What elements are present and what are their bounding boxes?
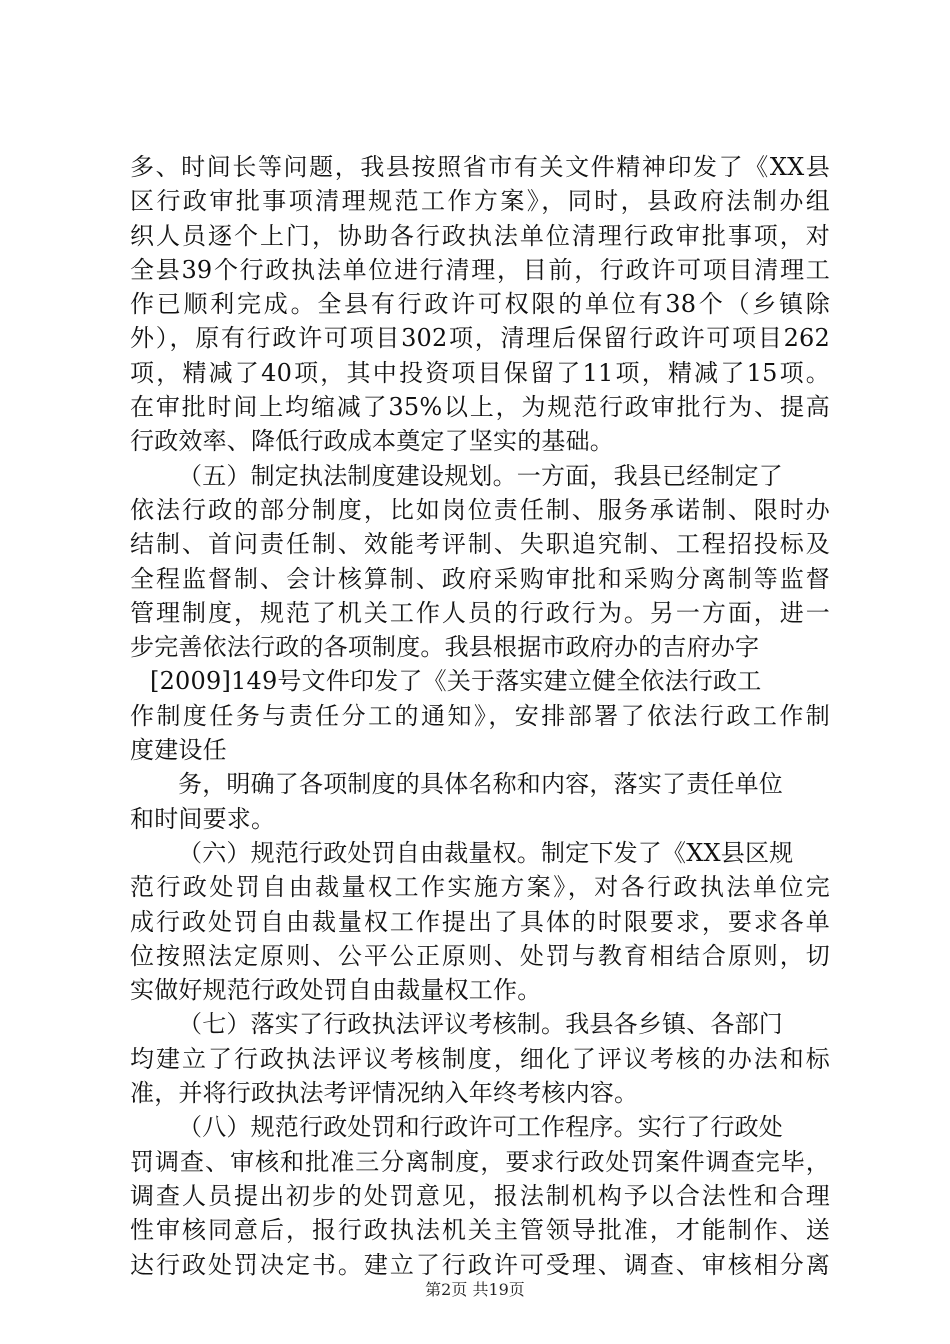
text-line: [2009]149号文件印发了《关于落实建立健全依法行政工 xyxy=(150,667,762,696)
document-body xyxy=(130,150,830,1282)
text-line: 区行政审批事项清理规范工作方案》，同时，县政府法制办组 xyxy=(130,187,830,216)
text-line: 依法行政的部分制度，比如岗位责任制、服务承诺制、限时办 xyxy=(130,495,830,524)
text-line: 多、时间长等问题，我县按照省市有关文件精神印发了《XX县 xyxy=(130,153,830,181)
text-line: （五）制定执法制度建设规划。一方面，我县已经制定了 xyxy=(178,461,783,490)
text-line: 全程监督制、会计核算制、政府采购审批和采购分离制等监督 xyxy=(130,564,830,593)
text-line: 性审核同意后，报行政执法机关主管领导批准，才能制作、送 xyxy=(130,1216,830,1245)
text-line: 和时间要求。 xyxy=(130,804,276,833)
text-line: 度建设任 xyxy=(130,736,227,765)
text-line: 织人员逐个上门，协助各行政执法单位清理行政审批事项，对 xyxy=(130,221,830,250)
text-line: 实做好规范行政处罚自由裁量权工作。 xyxy=(130,976,542,1005)
text-line: （七）落实了行政执法评议考核制。我县各乡镇、各部门 xyxy=(178,1010,783,1039)
text-line: 项，精减了40项，其中投资项目保留了11项，精减了15项。 xyxy=(130,358,830,387)
text-line: 准，并将行政执法考评情况纳入年终考核内容。 xyxy=(130,1079,639,1108)
text-line: 范行政处罚自由裁量权工作实施方案》，对各行政执法单位完 xyxy=(130,873,830,902)
text-line: 作已顺利完成。全县有行政许可权限的单位有38个（乡镇除 xyxy=(130,290,830,319)
text-line: 作制度任务与责任分工的通知》，安排部署了依法行政工作制 xyxy=(130,701,830,730)
text-line: 罚调查、审核和批准三分离制度，要求行政处罚案件调查完毕， xyxy=(130,1147,830,1176)
text-line: 调查人员提出初步的处罚意见，报法制机构予以合法性和合理 xyxy=(130,1181,830,1210)
text-line: 全县39个行政执法单位进行清理，目前，行政许可项目清理工 xyxy=(130,255,830,284)
text-line: 务，明确了各项制度的具体名称和内容，落实了责任单位 xyxy=(178,770,783,799)
text-line: 管理制度，规范了机关工作人员的行政行为。另一方面，进一 xyxy=(130,598,830,627)
text-line: 均建立了行政执法评议考核制度，细化了评议考核的办法和标 xyxy=(130,1044,830,1073)
page-footer: 第2页 共19页 xyxy=(425,1280,525,1299)
text-line: 外），原有行政许可项目302项，清理后保留行政许可项目262 xyxy=(130,324,830,353)
text-line: 达行政处罚决定书。建立了行政许可受理、调查、审核相分离 xyxy=(130,1250,830,1279)
text-line: 在审批时间上均缩减了35%以上，为规范行政审批行为、提高 xyxy=(130,393,830,422)
text-line: 位按照法定原则、公平公正原则、处罚与教育相结合原则，切 xyxy=(130,941,830,970)
text-line: 成行政处罚自由裁量权工作提出了具体的时限要求，要求各单 xyxy=(130,907,830,936)
text-line: （六）规范行政处罚自由裁量权。制定下发了《XX县区规 xyxy=(178,838,794,867)
text-line: （八）规范行政处罚和行政许可工作程序。实行了行政处 xyxy=(178,1113,783,1142)
text-line: 结制、首问责任制、效能考评制、失职追究制、工程招投标及 xyxy=(130,530,830,559)
text-line: 步完善依法行政的各项制度。我县根据市政府办的吉府办字 xyxy=(130,633,760,662)
text-line: 行政效率、降低行政成本奠定了坚实的基础。 xyxy=(130,427,614,456)
